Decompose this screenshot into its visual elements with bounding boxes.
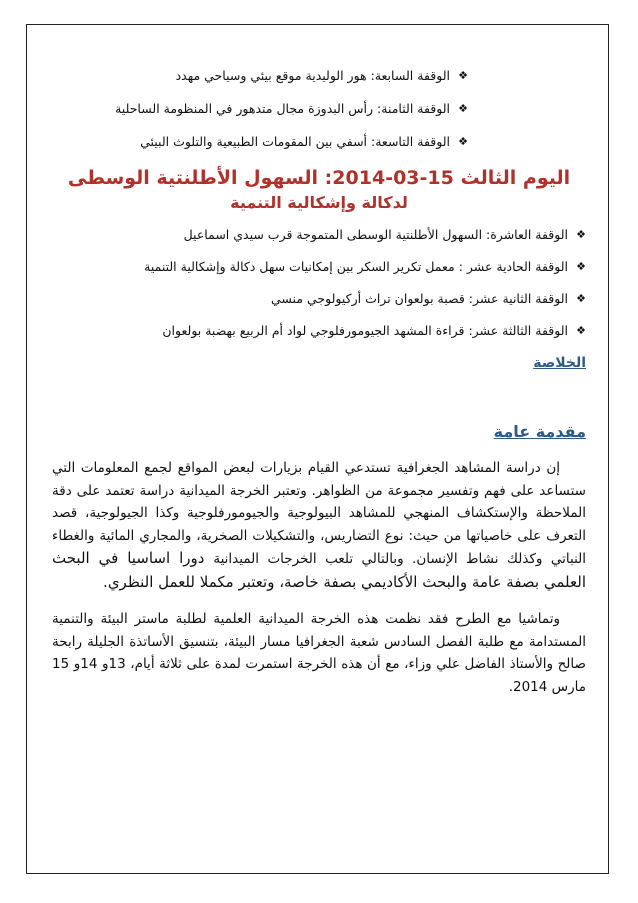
intro-paragraph-1 [52, 457, 586, 594]
list-item-text: الوقفة السابعة: هور الوليدية موقع بيئي وسياحي مهدد [175, 68, 450, 83]
list-item [52, 225, 586, 244]
list-item [52, 66, 468, 85]
diamond-bullet-icon: ❖ [576, 324, 586, 337]
diamond-bullet-icon: ❖ [576, 260, 586, 273]
diamond-bullet-icon: ❖ [576, 292, 586, 305]
list-item [52, 132, 468, 151]
list-item-text: الوقفة العاشرة: السهول الأطلنتية الوسطى المتموجة قرب سيدي اسماعيل [183, 227, 568, 242]
bullet-list-stops-10-13 [52, 225, 586, 340]
list-item-text: الوقفة الثامنة: رأس البدوزة مجال متدهور في المنظومة الساحلية [115, 101, 450, 116]
diamond-bullet-icon: ❖ [576, 228, 586, 241]
list-item-text: الوقفة التاسعة: أسفي بين المقومات الطبيعية والتلوث البيئي [140, 134, 450, 149]
diamond-bullet-icon: ❖ [458, 102, 468, 115]
day3-subheading: لدكالة وإشكالية التنمية [230, 193, 408, 212]
list-item-text: الوقفة الحادية عشر : معمل تكرير السكر بين إمكانيات سهل دكالة وإشكالية التنمية [144, 259, 568, 274]
diamond-bullet-icon: ❖ [458, 69, 468, 82]
conclusion-heading: الخلاصة [533, 355, 586, 371]
bullet-list-stops-7-9 [52, 66, 468, 151]
intro-paragraph-1-emphasis: دورا اساسيا في البحث العلمي بصفة عامة والبحث الأكاديمي بصفة خاصة، وتعتبر مكملا للعمل النظري. [52, 549, 586, 591]
intro-title: مقدمة عامة [493, 422, 586, 441]
list-item [52, 99, 468, 118]
document-body [52, 66, 586, 698]
intro-paragraph-2: وتماشيا مع الطرح فقد نظمت هذه الخرجة الميدانية العلمية لطلبة ماستر البيئة والتنمية المستدامة مع طلبة الفصل السادس شعبة الجغرافيا مسار البيئة، بتنسيق الأساتذة الجليلة رابحة صالح والأستاذ الفاضل علي وزاء، مع أن هذه الخرجة استمرت لمدة على ثلاثة أيام، 13و 14و 15 مارس 2014. [52, 611, 586, 695]
diamond-bullet-icon: ❖ [458, 135, 468, 148]
list-item [52, 289, 586, 308]
day3-heading: اليوم الثالث 15-03-2014: السهول الأطلنتية الوسطى [67, 167, 571, 189]
list-item [52, 321, 586, 340]
intro-paragraph-1-text: إن دراسة المشاهد الجغرافية تستدعي القيام بزيارات لبعض المواقع لجمع المعلومات التي ستساعد على فهم وتفسير مجموعة من الظواهر. وتعتبر الخرجة الميدانية دراسة تعتمد على دقة الملاحظة والإستكشاف المنهجي للمشاهد البيولوجية والجيومورفلوجية وكذا الجيولوجية، قصد التعرف على خاصياتها من حيث: نوع التضاريس، والتشكيلات الصخرية، والمجاري المائية والغطاء النباتي وكذلك نشاط الإنسان. وبالتالي تلعب الخرجات الميدانية [52, 460, 587, 567]
list-item-text: الوقفة الثالثة عشر: قراءة المشهد الجيومورفلوجي لواد أم الربيع بهضبة بولعوان [162, 323, 568, 338]
list-item [52, 257, 586, 276]
list-item-text: الوقفة الثانية عشر: قصبة بولعوان تراث أركيولوجي منسي [270, 291, 568, 306]
